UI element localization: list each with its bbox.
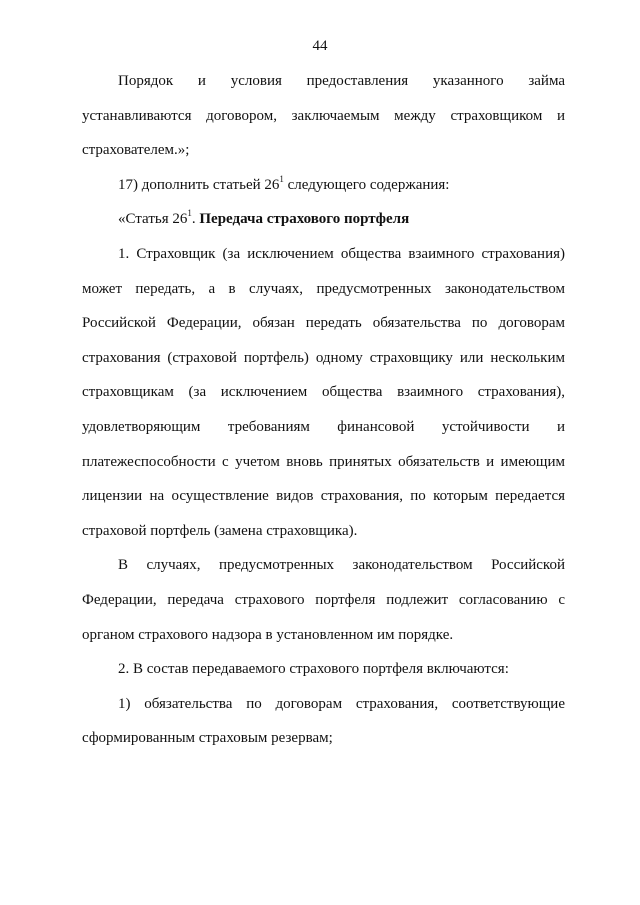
paragraph-add-article: [82, 168, 565, 203]
superscript: 1: [187, 208, 192, 219]
paragraph-loan-terms: Порядок и условия предоставления указанного займа устанавливаются договором, заключаемым между страховщиком и страхователем.»;: [82, 73, 565, 159]
page-number: 44: [312, 38, 328, 54]
document-body: [82, 64, 565, 756]
article-heading: [82, 202, 565, 237]
add-article-text-tail: следующего содержания:: [283, 176, 450, 193]
article-label-dot: .: [191, 211, 200, 228]
paragraph-portfolio-composition: 2. В состав передаваемого страхового портфеля включаются:: [118, 661, 509, 678]
paragraph-portfolio-transfer: 1. Страховщик (за исключением общества взаимного страхования) может передать, а в случаях, предусмотренных законодательством Российской Федерации, обязан передать обязательства по договорам страхования (страховой портфель) одному страховщику или нескольким страховщикам (за исключением общества взаимного страхования), удовлетворяющим требованиям финансовой устойчивости и платежеспособности с учетом вновь принятых обязательств и имеющим лицензии на осуществление видов страхования, по которым передается страховой портфель (замена страховщика).: [82, 245, 565, 539]
paragraph-approval: В случаях, предусмотренных законодательством Российской Федерации, передача страхового портфеля подлежит согласованию с органом страхового надзора в установленном им порядке.: [82, 557, 565, 643]
add-article-text: 17) дополнить статьей 26: [118, 176, 280, 193]
article-label: «Статья 26: [118, 211, 188, 228]
article-title: Передача страхового портфеля: [199, 211, 410, 228]
superscript: 1: [279, 173, 284, 184]
paragraph-obligations: 1) обязательства по договорам страхования, соответствующие сформированным страховым резервам;: [82, 695, 565, 747]
